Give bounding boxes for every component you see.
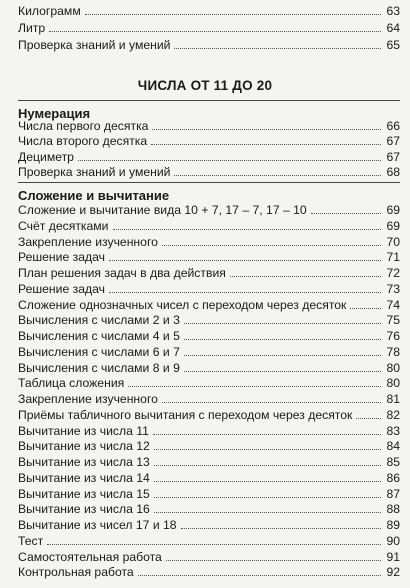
dot-leader — [113, 229, 382, 230]
dot-leader — [174, 175, 381, 176]
entry-title: Самостоятельная работа — [18, 549, 162, 564]
dot-leader — [138, 575, 381, 576]
toc-entry — [18, 405, 400, 422]
dot-leader — [154, 497, 381, 498]
entry-page: 69 — [386, 203, 400, 217]
entry-page: 73 — [386, 281, 400, 296]
entry-title: Вычитание из чисел 17 и 18 — [18, 518, 177, 532]
toc-entry — [18, 484, 400, 501]
entry-page: 83 — [386, 423, 400, 438]
entry-title: Вычисления с числами 8 и 9 — [18, 360, 180, 375]
dot-leader — [184, 355, 381, 356]
toc-entry — [18, 279, 400, 296]
toc-entry — [18, 531, 400, 548]
entry-title: Числа первого десятка — [18, 119, 149, 133]
entry-title: Вычисления с числами 6 и 7 — [18, 344, 180, 359]
entry-title: Дециметр — [18, 149, 74, 164]
entry-page: 75 — [386, 313, 400, 328]
dot-leader — [85, 14, 381, 15]
dot-leader — [174, 48, 381, 49]
entry-title: Счёт десятками — [18, 218, 109, 233]
entry-page: 69 — [386, 218, 400, 233]
entry-page: 87 — [386, 486, 400, 501]
toc-entry — [18, 421, 400, 438]
dot-leader — [356, 418, 381, 419]
entry-page: 86 — [386, 470, 400, 485]
toc-entry — [18, 468, 400, 485]
dot-leader — [109, 260, 381, 261]
dot-leader — [184, 339, 381, 340]
entry-title: Решение задач — [18, 250, 105, 265]
toc-entry — [18, 547, 400, 564]
entry-title: План решения задач в два действия — [18, 266, 226, 280]
entry-page: 72 — [386, 266, 400, 280]
dot-leader — [166, 560, 381, 561]
section-heading: Нумерация — [18, 106, 91, 121]
dot-leader — [162, 402, 381, 403]
toc-entry — [18, 35, 400, 52]
entry-page: 91 — [386, 549, 400, 564]
toc-entry — [18, 263, 400, 280]
toc-entry — [18, 162, 400, 179]
entry-page: 84 — [386, 439, 400, 454]
topic-title: ЧИСЛА ОТ 11 ДО 20 — [137, 78, 273, 93]
dot-leader — [153, 434, 381, 435]
dot-leader — [47, 544, 381, 545]
toc-entry — [18, 232, 400, 249]
entry-page: 74 — [386, 297, 400, 312]
toc-entry — [18, 1, 400, 18]
entry-page: 67 — [386, 149, 400, 164]
dot-leader — [181, 528, 381, 529]
dot-leader — [109, 292, 381, 293]
entry-page: 90 — [386, 533, 400, 548]
entry-page: 81 — [386, 392, 400, 406]
entry-title: Тест — [18, 533, 44, 548]
entry-page: 80 — [386, 360, 400, 375]
entry-title: Проверка знаний и умений — [18, 38, 171, 53]
entry-page: 63 — [386, 4, 400, 18]
dot-leader — [184, 371, 381, 372]
entry-page: 88 — [386, 502, 400, 517]
dot-leader — [151, 144, 381, 145]
dot-leader — [350, 308, 381, 309]
entry-page: 67 — [386, 134, 400, 149]
toc-entry — [18, 216, 400, 233]
entry-page: 80 — [386, 376, 400, 391]
dot-leader — [311, 213, 381, 214]
toc-entry — [18, 358, 400, 375]
entry-page: 82 — [386, 407, 400, 422]
entry-title: Вычитание из числа 12 — [18, 439, 150, 454]
entry-page: 92 — [386, 565, 400, 580]
dot-leader — [162, 245, 381, 246]
entry-page: 65 — [386, 38, 400, 53]
entry-title: Таблица сложения — [18, 376, 125, 391]
entry-title: Проверка знаний и умений — [18, 164, 171, 179]
dot-leader — [78, 160, 381, 161]
toc-entry — [18, 562, 400, 579]
dot-leader — [230, 276, 381, 277]
toc-entry — [18, 18, 400, 35]
toc-entry — [18, 452, 400, 469]
entry-title: Вычисления с числами 4 и 5 — [18, 329, 180, 343]
entry-title: Сложение и вычитание вида 10 + 7, 17 – 7, 17 – 10 — [18, 203, 307, 217]
entry-page: 76 — [386, 329, 400, 343]
entry-title: Вычитание из числа 15 — [18, 486, 150, 501]
dot-leader — [154, 481, 381, 482]
toc-entry — [18, 295, 400, 312]
entry-page: 64 — [386, 21, 400, 36]
toc-entry — [18, 247, 400, 264]
dot-leader — [154, 449, 381, 450]
entry-title: Литр — [18, 21, 46, 36]
entry-title: Решение задач — [18, 281, 105, 296]
toc-entry — [18, 326, 400, 343]
entry-title: Контрольная работа — [18, 565, 134, 580]
entry-page: 70 — [386, 234, 400, 249]
entry-title: Числа второго десятка — [18, 134, 148, 149]
dot-leader — [49, 31, 381, 32]
entry-title: Вычитание из числа 13 — [18, 455, 150, 469]
entry-page: 78 — [386, 344, 400, 359]
toc-entry — [18, 373, 400, 390]
toc-entry — [18, 436, 400, 453]
entry-title: Сложение однозначных чисел с переходом через десяток — [18, 297, 347, 312]
entry-title: Вычитание из числа 11 — [18, 423, 149, 438]
dot-leader — [154, 465, 381, 466]
entry-page: 66 — [386, 119, 400, 133]
entry-page: 85 — [386, 455, 400, 469]
toc-entry — [18, 389, 400, 406]
entry-title: Вычитание из числа 14 — [18, 470, 150, 485]
entry-title: Килограмм — [18, 4, 81, 18]
entry-title: Закрепление изученного — [18, 234, 158, 249]
section-rule — [18, 182, 400, 183]
entry-page: 71 — [386, 250, 400, 265]
entry-page: 89 — [386, 518, 400, 532]
dot-leader — [128, 386, 381, 387]
section-heading: Сложение и вычитание — [18, 188, 170, 203]
toc-entry — [18, 515, 400, 532]
entry-title: Приёмы табличного вычитания с переходом через десяток — [18, 407, 353, 422]
entry-title: Вычитание из числа 16 — [18, 502, 150, 517]
dot-leader — [152, 129, 381, 130]
dot-leader — [184, 323, 381, 324]
toc-entry — [18, 499, 400, 516]
toc-entry — [18, 310, 400, 327]
entry-page: 68 — [386, 164, 400, 179]
section-rule — [18, 100, 400, 101]
entry-title: Вычисления с числами 2 и 3 — [18, 313, 180, 328]
toc-entry — [18, 342, 400, 359]
toc-entry — [18, 200, 400, 217]
dot-leader — [154, 512, 381, 513]
entry-title: Закрепление изученного — [18, 392, 158, 406]
